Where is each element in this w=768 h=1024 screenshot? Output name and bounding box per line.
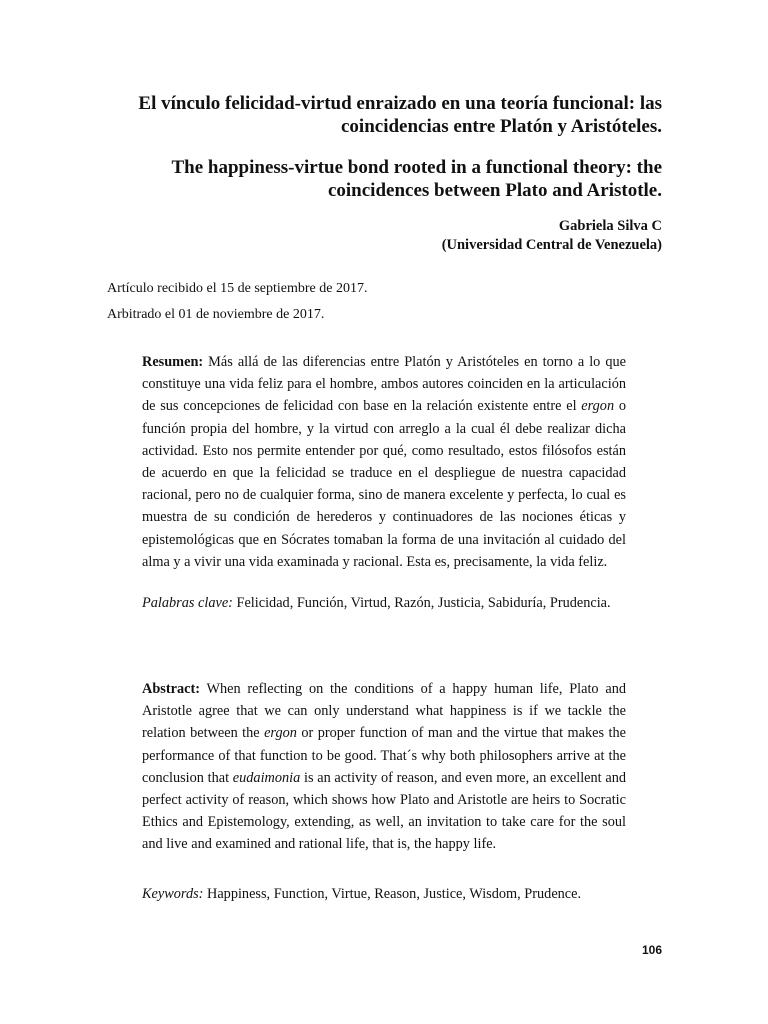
- palabras-clave-text: Felicidad, Función, Virtud, Razón, Justicia, Sabiduría, Prudencia.: [232, 595, 611, 611]
- title-english: [62, 156, 662, 202]
- abstract-label: Abstract:: [142, 681, 200, 697]
- date-received: Artículo recibido el 15 de septiembre de 2017.: [107, 281, 368, 296]
- abstract-paragraph: [142, 678, 626, 856]
- resumen-paragraph: [142, 351, 626, 573]
- abstract-text-part-3: is an activity of reason, and even more, an excellent and perfect activity of reason, which shows how Plato and Aristotle are heirs to Socratic Ethics and Epistemology, extending, as well, an invitation to take care for the soul and live and examined and rational life, that is, the happy life.: [142, 769, 626, 853]
- palabras-clave: [142, 592, 626, 614]
- title-spanish-line-2: coincidencias entre Platón y Aristóteles.: [340, 116, 662, 137]
- abstract-term-eudaimonia: eudaimonia: [232, 769, 301, 786]
- resumen-label: Resumen:: [142, 354, 204, 370]
- title-english-line-2: coincidences between Plato and Aristotle.: [327, 180, 662, 201]
- palabras-clave-label: Palabras clave:: [142, 595, 233, 611]
- author-affiliation: (Universidad Central de Venezuela): [441, 237, 662, 253]
- title-spanish: [62, 92, 662, 138]
- date-refereed: Arbitrado el 01 de noviembre de 2017.: [107, 307, 325, 322]
- title-spanish-line-1: El vínculo felicidad-virtud enraizado en una teoría funcional: las: [138, 93, 662, 114]
- abstract-term-ergon: ergon: [264, 725, 297, 742]
- resumen-term-ergon: ergon: [581, 398, 615, 415]
- title-english-line-1: The happiness-virtue bond rooted in a functional theory: the: [171, 157, 662, 178]
- keywords-text: Happiness, Function, Virtue, Reason, Justice, Wisdom, Prudence.: [203, 886, 582, 902]
- keywords: [142, 883, 626, 905]
- page-number: 106: [641, 943, 662, 957]
- keywords-label: Keywords:: [142, 886, 204, 902]
- abstract-text-part-2: or proper function of man and the virtue that makes the performance of that function to be good. That´s why both philosophers arrive at the conclusion that: [142, 725, 626, 786]
- resumen-text-part-2: o función propia del hombre, y la virtud con arreglo a la cual él debe realizar dicha actividad. Esto nos permite entender por qué, como resultado, estos filósofos están de acuerdo en que la felicidad se traduce en el despliegue de nuestra capacidad racional, pero no de cualquier forma, sino de manera excelente y perfecta, lo cual es muestra de su condición de herederos y continuadores de las nociones éticas y epistemológicas que en Sócrates tomaban la forma de una invitación al cuidado del alma y a vivir una vida examinada y racional. Esta es, precisamente, la vida feliz.: [142, 398, 626, 570]
- abstract-text-part-1: When reflecting on the conditions of a happy human life, Plato and Aristotle agree that we can only understand what happiness is if we tackle the relation between the: [142, 681, 626, 742]
- author-name: Gabriela Silva C: [558, 218, 662, 234]
- resumen-text-part-1: Más allá de las diferencias entre Platón y Aristóteles en torno a lo que constituye una vida feliz para el hombre, ambos autores coinciden en la articulación de sus concepciones de felicidad con base en la relación existente entre el: [142, 354, 626, 415]
